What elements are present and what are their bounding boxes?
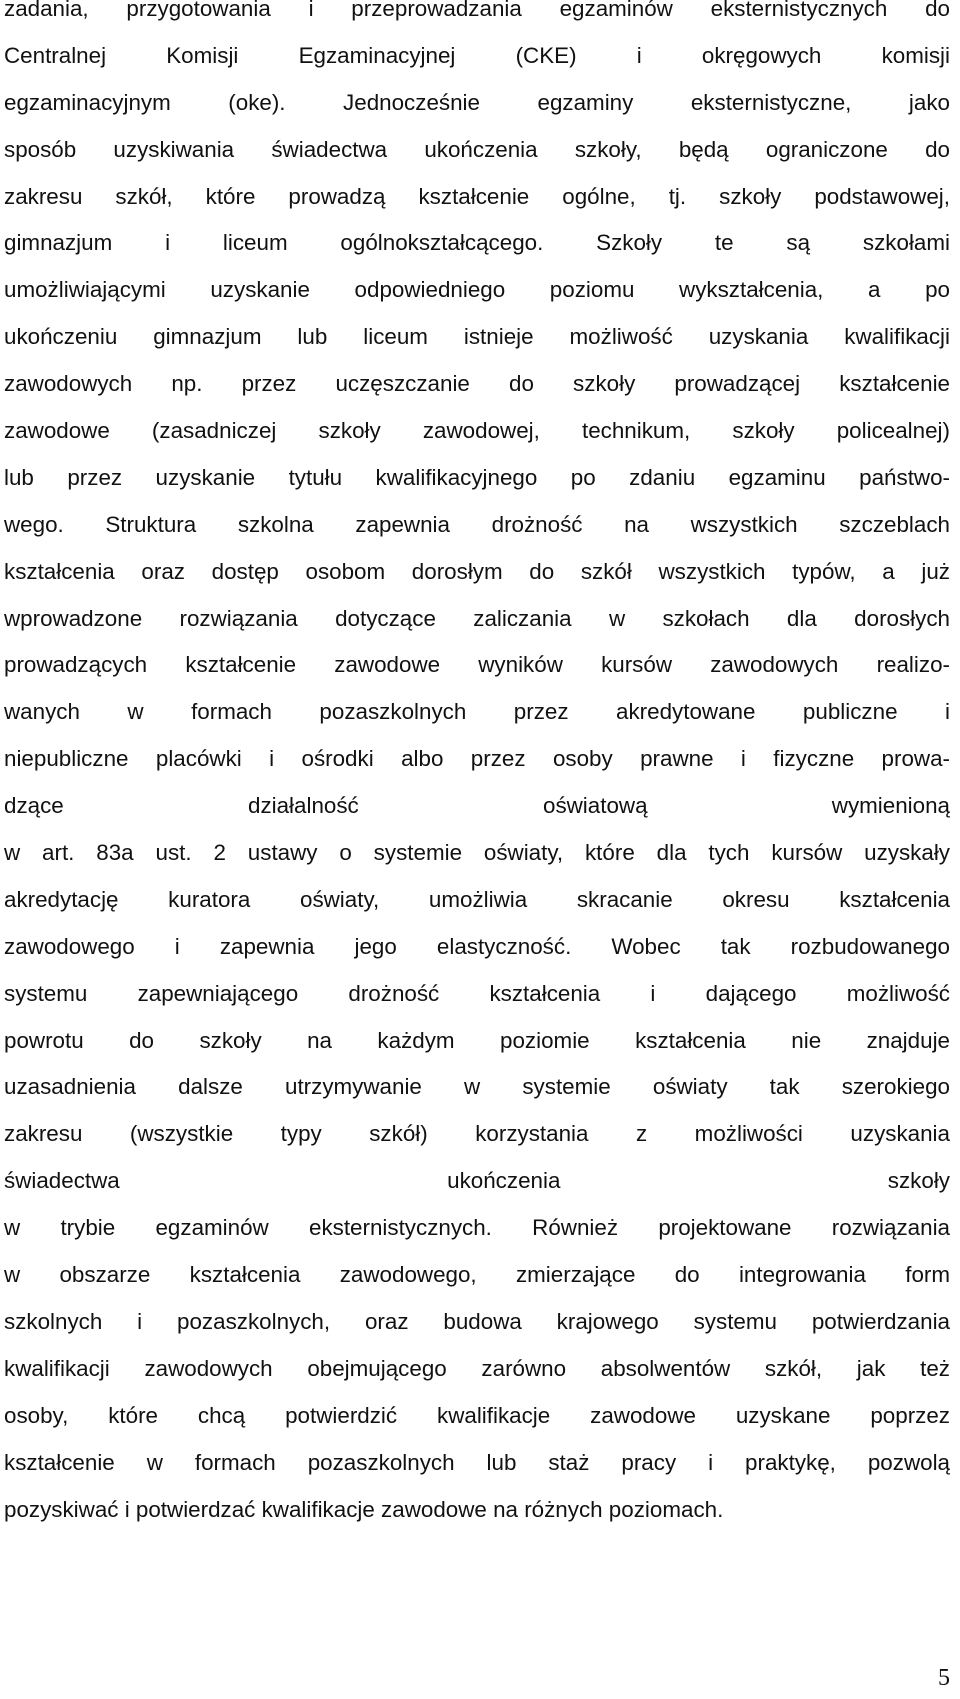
text-line: kwalifikacji zawodowych obejmującego zarówno absolwentów szkół, jak też (4, 1355, 950, 1381)
text-line: świadectwa ukończenia szkoły (4, 1168, 950, 1194)
text-line: osoby, które chcą potwierdzić kwalifikacje zawodowe uzyskane poprzez (4, 1402, 950, 1428)
text-line: zakresu (wszystkie typy szkół) korzystania z możliwości uzyskania (4, 1121, 950, 1147)
text-line: prowadzących kształcenie zawodowe wyników kursów zawodowych realizo- (4, 652, 950, 678)
text-line: kształcenie w formach pozaszkolnych lub staż pracy i praktykę, pozwolą (4, 1449, 950, 1475)
text-line: wprowadzone rozwiązania dotyczące zaliczania w szkołach dla dorosłych (4, 605, 950, 631)
text-line: pozyskiwać i potwierdzać kwalifikacje zawodowe na różnych poziomach. (4, 1496, 724, 1522)
text-line: egzaminacyjnym (oke). Jednocześnie egzaminy eksternistyczne, jako (4, 89, 950, 115)
text-line: systemu zapewniającego drożność kształcenia i dającego możliwość (4, 980, 950, 1006)
text-line: zawodowych np. przez uczęszczanie do szkoły prowadzącej kształcenie (4, 371, 950, 397)
text-line: powrotu do szkoły na każdym poziomie kształcenia nie znajduje (4, 1027, 950, 1053)
text-line: umożliwiającymi uzyskanie odpowiedniego poziomu wykształcenia, a po (4, 277, 950, 303)
text-line: gimnazjum i liceum ogólnokształcącego. Szkoły te są szkołami (4, 230, 950, 256)
text-line: sposób uzyskiwania świadectwa ukończenia szkoły, będą ograniczone do (4, 136, 950, 162)
text-line: w obszarze kształcenia zawodowego, zmierzające do integrowania form (4, 1262, 950, 1288)
text-line: niepubliczne placówki i ośrodki albo przez osoby prawne i fizyczne prowa- (4, 746, 950, 772)
text-line: zawodowego i zapewnia jego elastyczność. Wobec tak rozbudowanego (4, 933, 950, 959)
text-line: ukończeniu gimnazjum lub liceum istnieje możliwość uzyskania kwalifikacji (4, 324, 950, 350)
text-line: zadania, przygotowania i przeprowadzania egzaminów eksternistycznych do (4, 0, 950, 21)
text-line: w trybie egzaminów eksternistycznych. Również projektowane rozwiązania (4, 1215, 950, 1241)
text-line: uzasadnienia dalsze utrzymywanie w systemie oświaty tak szerokiego (4, 1074, 950, 1100)
text-line: dzące działalność oświatową wymienioną (4, 793, 950, 819)
page-number: 5 (938, 1665, 950, 1691)
body-text (4, 0, 950, 1533)
text-line: wanych w formach pozaszkolnych przez akredytowane publiczne i (4, 699, 950, 725)
text-line: zakresu szkół, które prowadzą kształcenie ogólne, tj. szkoły podstawowej, (4, 183, 950, 209)
text-line: lub przez uzyskanie tytułu kwalifikacyjnego po zdaniu egzaminu państwo- (4, 464, 950, 490)
text-line: szkolnych i pozaszkolnych, oraz budowa krajowego systemu potwierdzania (4, 1308, 950, 1334)
text-line: akredytację kuratora oświaty, umożliwia skracanie okresu kształcenia (4, 886, 950, 912)
text-line: Centralnej Komisji Egzaminacyjnej (CKE) i okręgowych komisji (4, 42, 950, 68)
text-line: kształcenia oraz dostęp osobom dorosłym do szkół wszystkich typów, a już (4, 558, 950, 584)
text-line: wego. Struktura szkolna zapewnia drożność na wszystkich szczeblach (4, 511, 950, 537)
text-line: zawodowe (zasadniczej szkoły zawodowej, technikum, szkoły policealnej) (4, 418, 950, 444)
text-line: w art. 83a ust. 2 ustawy o systemie oświaty, które dla tych kursów uzyskały (4, 840, 950, 866)
